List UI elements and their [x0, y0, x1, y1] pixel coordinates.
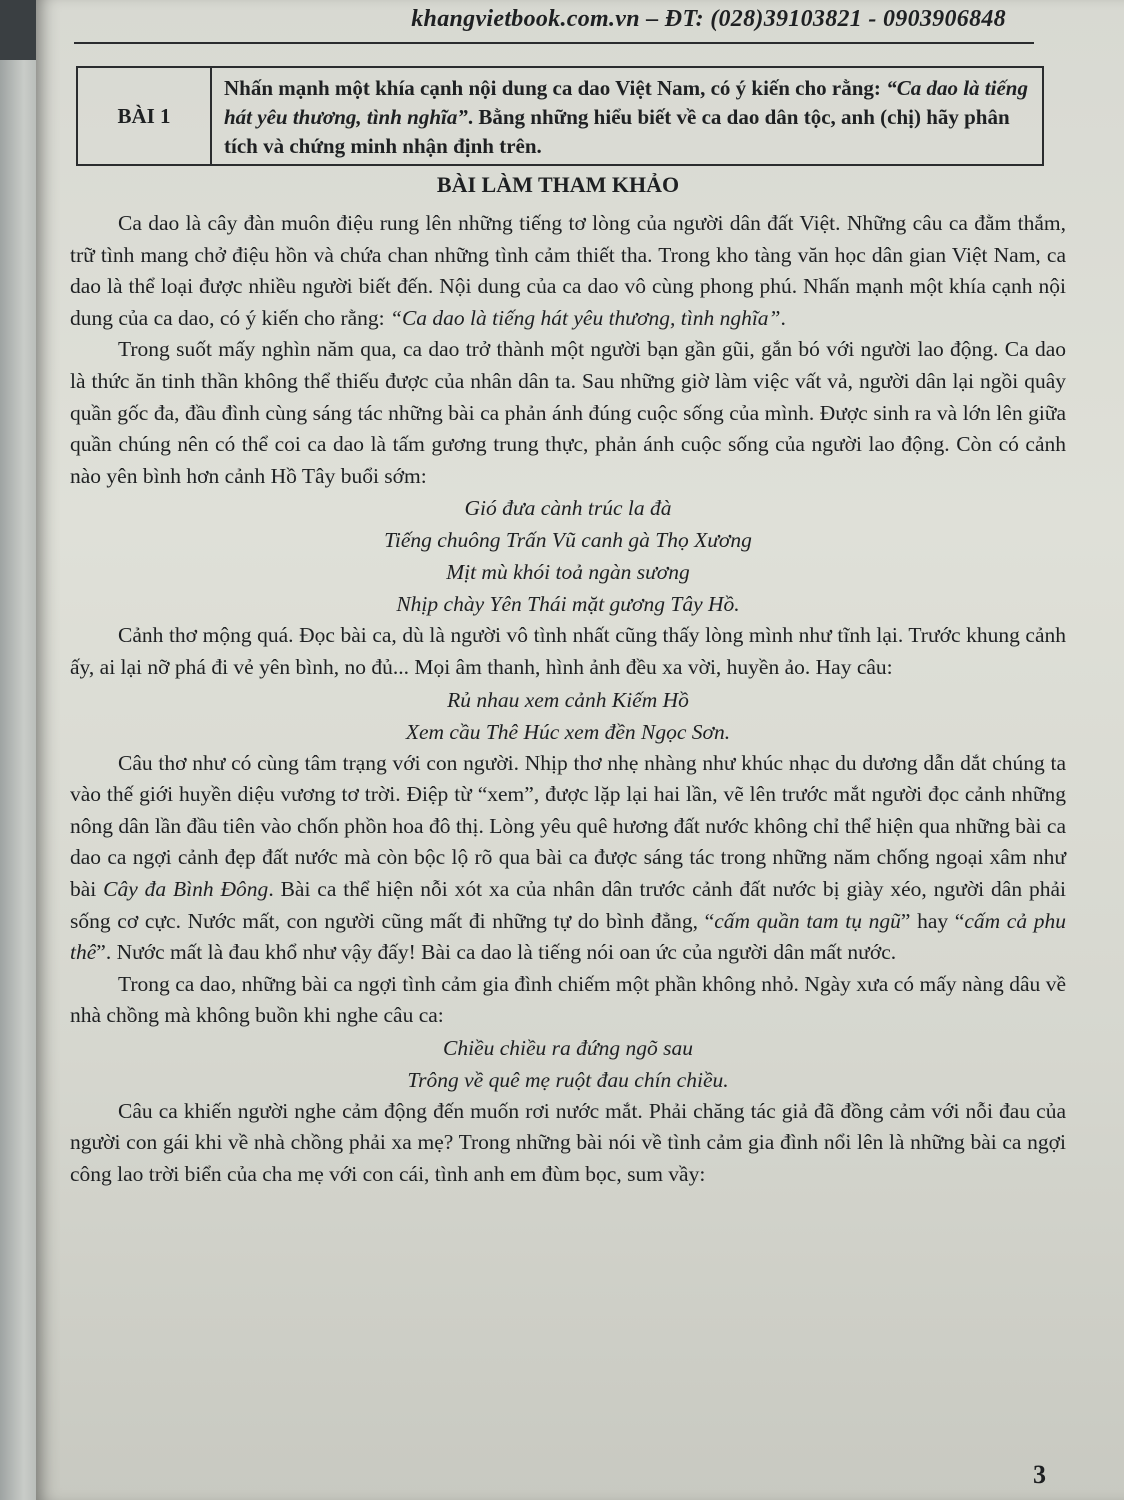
paragraph-5: Trong ca dao, những bài ca ngợi tình cảm gia đình chiếm một phần không nhỏ. Ngày xưa có mấy nàng dâu về nhà chồng mà không buồn khi nghe câu ca: [70, 971, 1066, 1028]
header-rule [74, 42, 1034, 44]
verse-kiem-ho [70, 684, 1066, 748]
exercise-prompt-start: Nhấn mạnh một khía cạnh nội dung ca dao Việt Nam, có ý kiến cho rằng: [224, 76, 887, 100]
paragraph-4-quote-1: cấm quần tam tụ ngũ [714, 908, 901, 933]
book-page [36, 0, 1124, 1500]
section-title: BÀI LÀM THAM KHẢO [436, 172, 680, 197]
paragraph-4-d: ”. Nước mất là đau khổ như vậy đấy! Bài ca dao là tiếng nói oan ức của người dân mất nước. [96, 940, 897, 965]
verse-line: Trông về quê mẹ ruột đau chín chiều. [407, 1067, 729, 1092]
paragraph-4-a: Câu thơ như có cùng tâm trạng với con người. Nhịp thơ nhẹ nhàng như khúc nhạc du dương dẫn dắt chúng ta vào thế giới huyền diệu vương tơ trời. Điệp từ “xem”, được lặp lại hai lần, vẽ lên trước mắt người đọc cảnh những nông dân lần đầu tiên vào chốn phồn hoa đô thị. Lòng yêu quê hương đất nước không chỉ thể hiện qua những bài ca dao ca ngợi cảnh đẹp đất nước mà còn bộc lộ rõ qua bài ca được sáng tác trong những năm chống ngoại xâm như bài [70, 750, 1066, 901]
exercise-prompt [212, 68, 1042, 164]
paragraph-2: Trong suốt mấy nghìn năm qua, ca dao trở thành một người bạn gần gũi, gắn bó với người lao động. Ca dao là thức ăn tinh thần không thể thiếu được của nhân dân ta. Sau những giờ làm việc vất vả, người dân lại ngồi quây quần gốc đa, đầu đình cùng sáng tác những bài ca phản ánh đúng cuộc sống của mình. Được sinh ra và lớn lên giữa quần chúng nên có thể coi ca dao là tấm gương trung thực, phản ánh cuộc sống của người lao động. Còn có cảnh nào yên bình hơn cảnh Hồ Tây buổi sớm: [70, 337, 1066, 488]
page-number: 3 [1033, 1460, 1046, 1489]
verse-ho-tay [70, 492, 1066, 620]
verse-line: Rủ nhau xem cảnh Kiếm Hồ [447, 687, 689, 712]
verse-line: Gió đưa cành trúc la đà [464, 496, 672, 521]
verse-line: Nhịp chày Yên Thái mặt gương Tây Hồ. [396, 592, 740, 617]
paragraph-4 [70, 748, 1066, 969]
exercise-label: BÀI 1 [78, 68, 212, 164]
paragraph-1-quote: “Ca dao là tiếng hát yêu thương, tình nghĩa” [390, 305, 781, 330]
paragraph-4-b: . Bài ca thể hiện nỗi xót xa của nhân dân trước cảnh đất nước bị giày xéo, người dân phải sống cơ cực. Nước mất, con người cũng mất đi những tự do bình đẳng, “ [70, 876, 1066, 933]
page-header: khangvietbook.com.vn – ĐT: (028)39103821 - 0903906848 [411, 6, 1006, 32]
verse-line: Mịt mù khói toả ngàn sương [446, 560, 690, 585]
paragraph-4-title: Cây đa Bình Đông [103, 876, 269, 901]
exercise-box [76, 66, 1044, 166]
adjacent-page-edge [0, 60, 40, 1500]
paragraph-6: Câu ca khiến người nghe cảm động đến muốn rơi nước mắt. Phải chăng tác giả đã đồng cảm với nỗi đau của người con gái khi về nhà chồng phải xa mẹ? Trong những bài nói về tình cảm gia đình nổi lên là những bài ca ngợi công lao trời biển của cha mẹ với con cái, tình anh em đùm bọc, sum vầy: [70, 1098, 1066, 1187]
paragraph-1 [70, 208, 1066, 334]
verse-chieu-chieu [70, 1032, 1066, 1096]
paragraph-4-c: ” hay “ [900, 908, 965, 933]
paragraph-4-quote-2: cấm cả phu thê [70, 908, 1067, 965]
exercise-prompt-end: . Bằng những hiểu biết về ca dao dân tộc, anh (chị) hãy phân tích và chứng minh nhận định trên. [224, 105, 1010, 158]
verse-line: Tiếng chuông Trấn Vũ canh gà Thọ Xương [384, 528, 752, 553]
essay-body [70, 208, 1066, 1191]
verse-line: Chiều chiều ra đứng ngõ sau [442, 1035, 693, 1060]
paragraph-1-end: . [780, 305, 786, 330]
exercise-prompt-quote: “Ca dao là tiếng hát yêu thương, tình nghĩa” [224, 76, 1028, 129]
paragraph-1-start: Ca dao là cây đàn muôn điệu rung lên những tiếng tơ lòng của người dân đất Việt. Những câu ca đằm thắm, trữ tình mang chở điệu hồn và chứa chan những tình cảm thiết tha. Trong kho tàng văn học dân gian Việt Nam, ca dao là thể loại được nhiều người biết đến. Nội dung của ca dao vô cùng phong phú. Nhấn mạnh một khía cạnh nội dung của ca dao, có ý kiến cho rằng: [70, 211, 1066, 330]
verse-line: Xem cầu Thê Húc xem đền Ngọc Sơn. [405, 719, 731, 744]
paragraph-3: Cảnh thơ mộng quá. Đọc bài ca, dù là người vô tình nhất cũng thấy lòng mình như tĩnh lại. Trước khung cảnh ấy, ai lại nỡ phá đi vẻ yên bình, no đủ... Mọi âm thanh, hình ảnh đều xa vời, huyền ảo. Hay câu: [70, 623, 1066, 679]
